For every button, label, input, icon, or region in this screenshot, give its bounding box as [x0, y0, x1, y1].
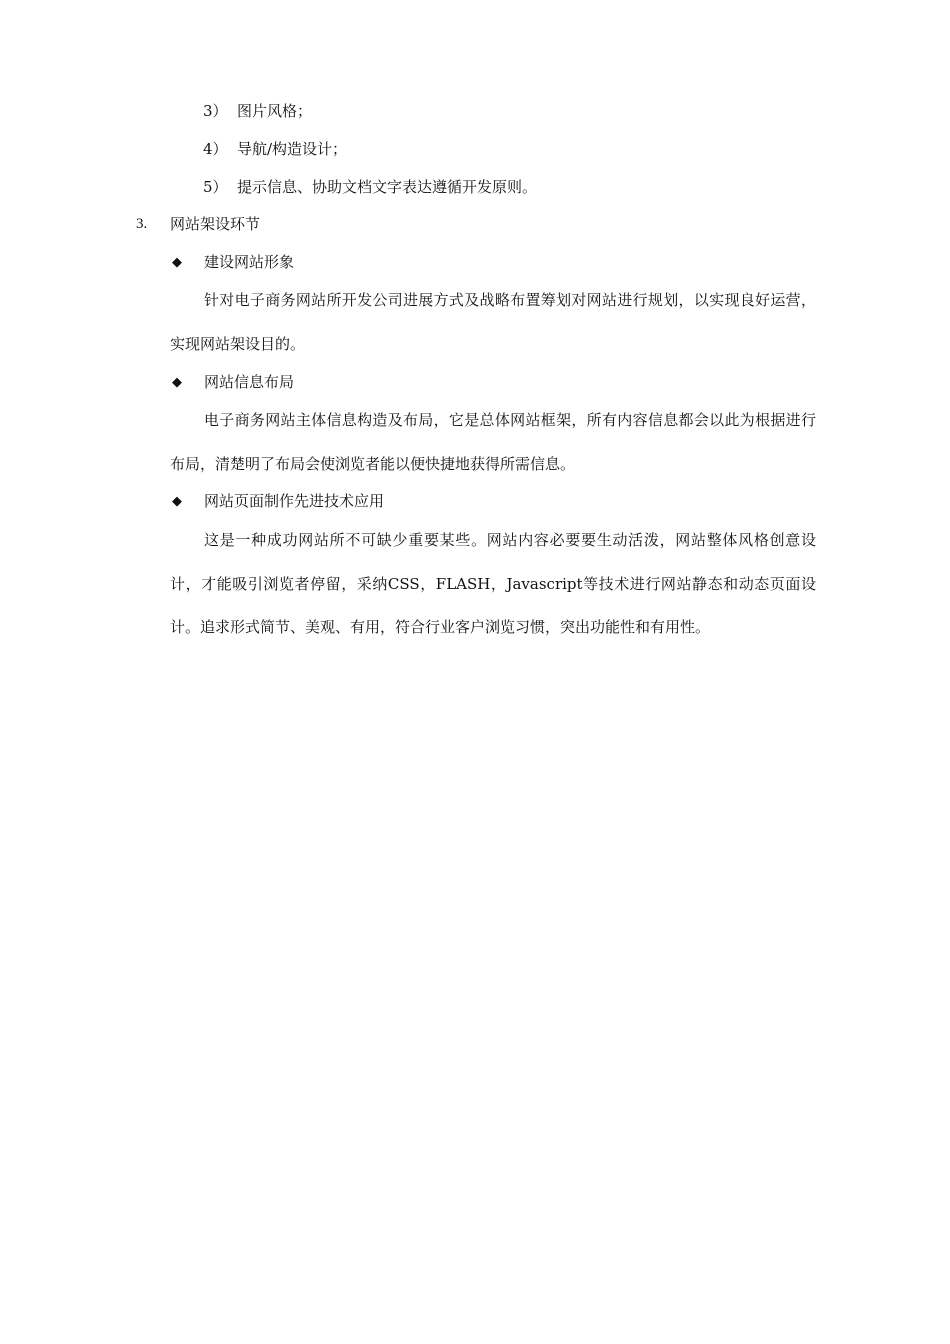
section-number: 3.	[136, 216, 148, 232]
list-item-number: 4）	[203, 140, 228, 158]
diamond-bullet-icon: ◆	[172, 494, 182, 509]
body-paragraph: 针对电子商务网站所开发公司进展方式及战略布置筹划对网站进行规划，以实现良好运营，实现网站架设目的。	[170, 291, 816, 353]
list-item-number: 5）	[203, 178, 228, 196]
bullet-heading-text: 网站页面制作先进技术应用	[204, 492, 385, 510]
bullet-heading-text: 网站信息布局	[204, 373, 295, 391]
section-title: 网站架设环节	[170, 215, 261, 233]
list-item-number: 3）	[203, 102, 228, 120]
body-paragraph: 电子商务网站主体信息构造及布局，它是总体网站框架，所有内容信息都会以此为根据进行布局，清楚明了布局会使浏览者能以便快捷地获得所需信息。	[170, 411, 816, 473]
diamond-bullet-icon: ◆	[172, 255, 182, 270]
diamond-bullet-icon: ◆	[172, 375, 182, 390]
list-item-text: 图片风格；	[237, 102, 313, 120]
list-item-text: 导航/构造设计；	[237, 140, 348, 158]
body-paragraph: 这是一种成功网站所不可缺少重要某些。网站内容必要要生动活泼，网站整体风格创意设计，才能吸引浏览者停留，采纳CSS，FLASH，Javascript等技术进行网站静态和动态页面设计。追求形式简节、美观、有用，符合行业客户浏览习惯，突出功能性和有用性。	[170, 531, 816, 637]
list-item-text: 提示信息、协助文档文字表达遵循开发原则。	[237, 178, 538, 196]
bullet-heading-text: 建设网站形象	[204, 253, 295, 271]
